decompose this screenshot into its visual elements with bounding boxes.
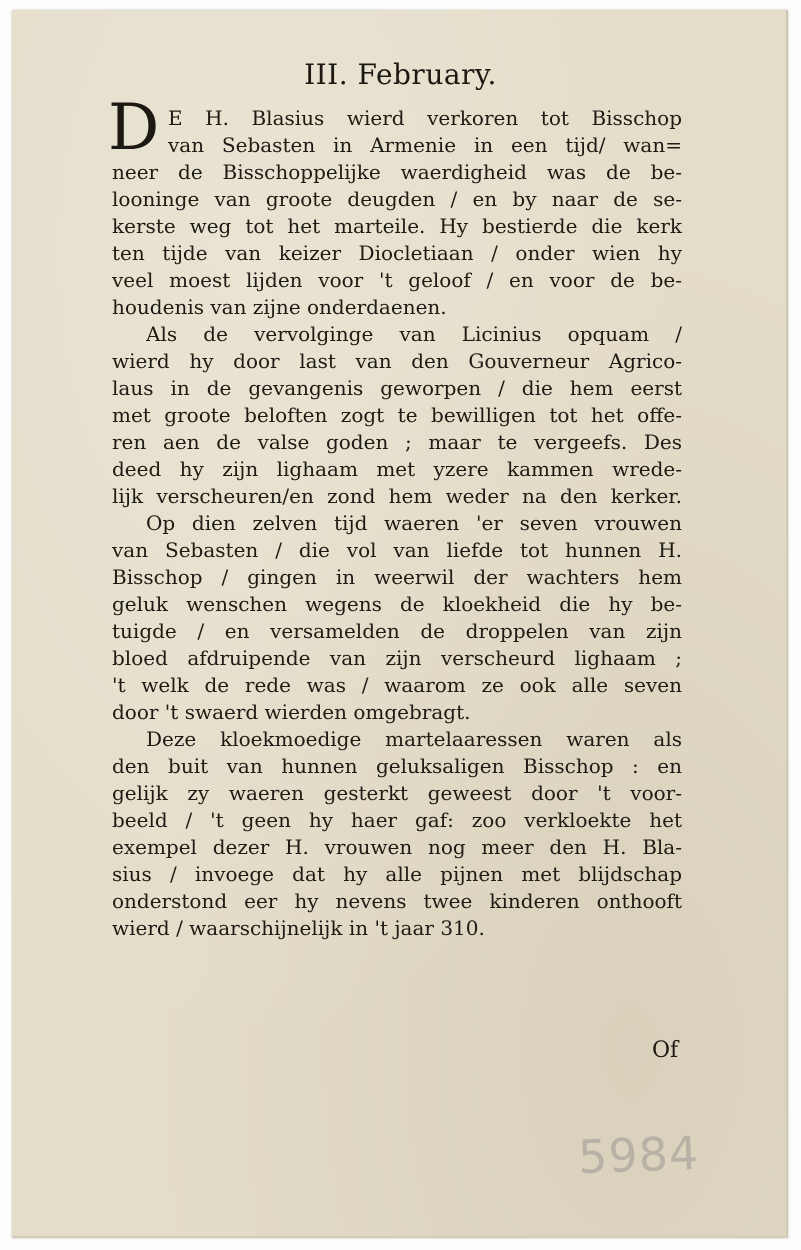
text-line: van Sebasten in Armenie in een tijd/ wan= — [168, 133, 682, 157]
text-line: bloed afdruipende van zijn verscheurd lighaam ; — [112, 646, 682, 670]
text-line: kerste weg tot het marteile. Hy bestierde die kerk — [112, 214, 682, 238]
text-line: tuigde / en versamelden de droppelen van zijn — [112, 619, 682, 643]
inventory-number: 5984 — [577, 1125, 700, 1185]
text-line: ren aen de valse goden ; maar te vergeefs. Des — [112, 430, 682, 454]
text-line: looninge van groote deugden / en by naar de se- — [112, 187, 682, 211]
text-line: exempel dezer H. vrouwen nog meer den H. Bla- — [112, 835, 682, 859]
text-line: 't welk de rede was / waarom ze ook alle seven — [112, 673, 682, 697]
text-line: houdenis van zijne onderdaenen. — [112, 295, 447, 319]
text-line: beeld / 't geen hy haer gaf: zoo verkloekte het — [112, 808, 682, 832]
text-line: onderstond eer hy nevens twee kinderen onthooft — [112, 889, 682, 913]
text-line: neer de Bisschoppelijke waerdigheid was de be- — [112, 160, 682, 184]
text-line: wierd hy door last van den Gouverneur Agrico- — [112, 349, 682, 373]
text-line: E H. Blasius wierd verkoren tot Bisschop — [168, 106, 682, 130]
text-line: Als de vervolginge van Licinius opquam / — [146, 322, 682, 346]
text-line: Bisschop / gingen in weerwil der wachters hem — [112, 565, 682, 589]
text-line: lijk verscheuren/en zond hem weder na den kerker. — [112, 484, 682, 508]
text-line: den buit van hunnen geluksaligen Bisschop : en — [112, 754, 682, 778]
text-line: ten tijde van keizer Diocletiaan / onder wien hy — [112, 241, 682, 265]
text-line: met groote beloften zogt te bewilligen tot het offe- — [112, 403, 682, 427]
text-line: Op dien zelven tijd waeren 'er seven vrouwen — [146, 511, 682, 535]
text-line: door 't swaerd wierden omgebragt. — [112, 700, 471, 724]
text-line: geluk wenschen wegens de kloekheid die hy be- — [112, 592, 682, 616]
text-line: Deze kloekmoedige martelaaressen waren als — [146, 727, 682, 751]
catchword: Of — [652, 1038, 679, 1063]
page-heading: III. February. — [304, 58, 497, 91]
drop-cap: D — [108, 91, 160, 165]
text-line: sius / invoege dat hy alle pijnen met blijdschap — [112, 862, 682, 886]
text-line: van Sebasten / die vol van liefde tot hunnen H. — [112, 538, 682, 562]
text-line: deed hy zijn lighaam met yzere kammen wrede- — [112, 457, 682, 481]
text-line: veel moest lijden voor 't geloof / en voor de be- — [112, 268, 682, 292]
text-line: wierd / waarschijnelijk in 't jaar 310. — [112, 916, 485, 940]
text-line: gelijk zy waeren gesterkt geweest door 't voor- — [112, 781, 682, 805]
text-line: laus in de gevangenis geworpen / die hem eerst — [112, 376, 682, 400]
